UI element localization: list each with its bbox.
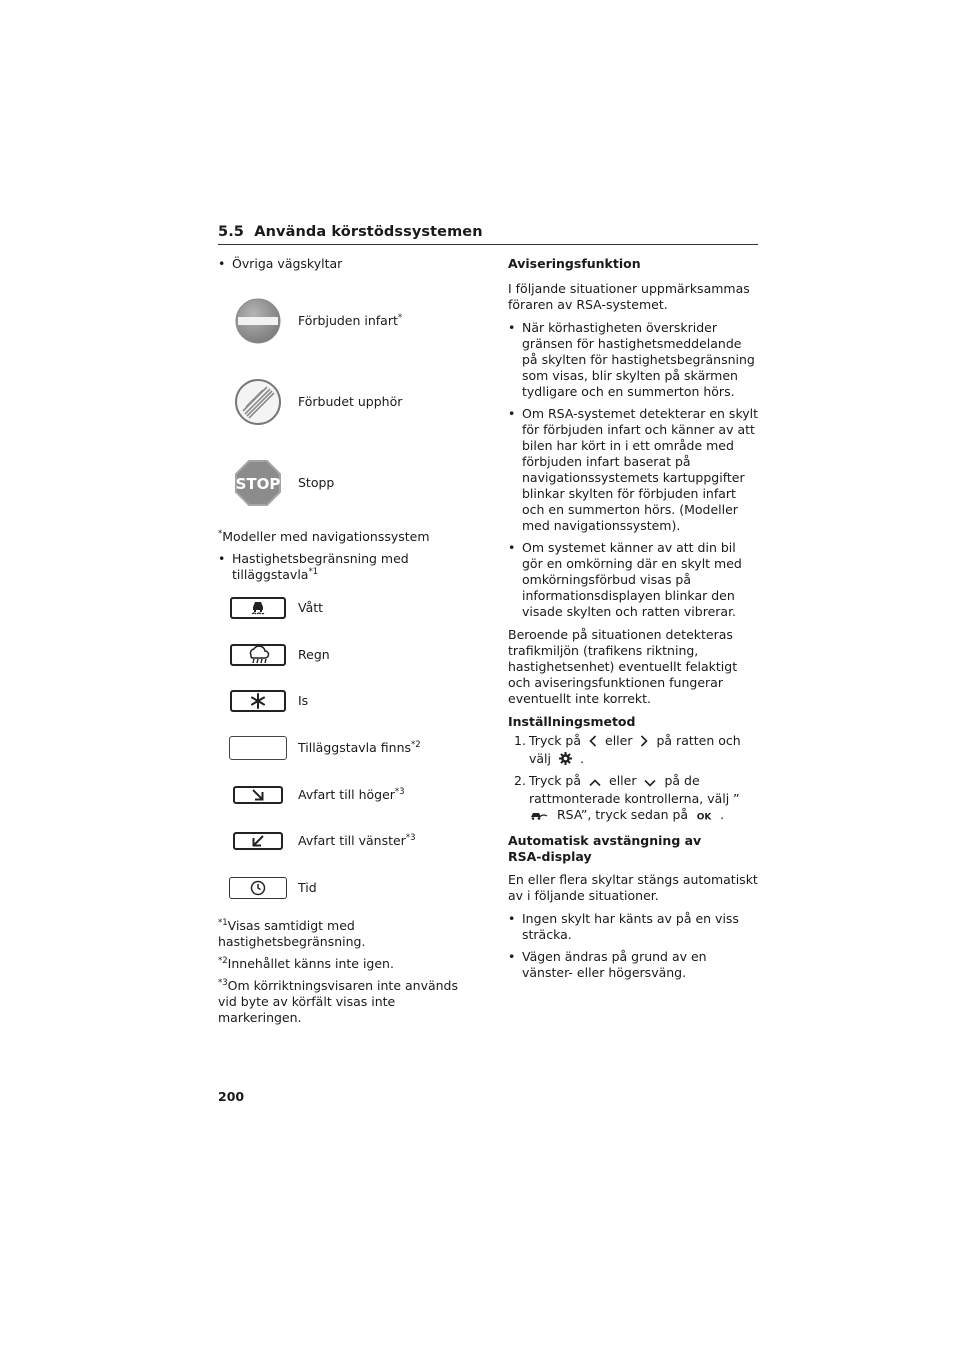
settings-step-2: 2. Tryck på eller på de rattmonterade kontrollerna, välj ” RSA”, tryck sedan på OK . (508, 773, 760, 825)
plate-label: Tilläggstavla finns$^{*2}$ (298, 739, 421, 756)
chevron-right-icon (640, 735, 648, 751)
header-rule (218, 244, 758, 245)
alert-bullet: • Om systemet känner av att din bil gör en omkörning där en skylt med omkörningsförbud visas på informationsdisplayen blinkar den visade skylten och ratten vibrerar. (508, 540, 742, 619)
sign-row-no-entry (218, 280, 480, 361)
alert-bullet: • Om RSA-systemet detekterar en skylt för förbjuden infart och känner av att bilen har kört in i ett område med förbjuden infart baserat på navigationssystemets kartuppgifter blinkar skylten för förbjuden infart och en summerton hörs. (Modeller med navigationssystem). (508, 406, 759, 533)
settings-heading: Inställningsmetod (508, 714, 636, 729)
svg-text:OK: OK (696, 812, 712, 821)
footnote: $^{*1}$Visas samtidigt med hastighetsbegränsning. (218, 918, 366, 950)
bullet-speed-limit: • Hastighetsbegränsning med tilläggstavla$^{*1}$ (218, 551, 409, 582)
auto-off-intro: En eller flera skyltar stängs automatiskt av i följande situationer. (508, 872, 758, 903)
alert-heading: Aviseringsfunktion (508, 256, 641, 271)
page-number: 200 (218, 1089, 245, 1104)
auto-off-bullet: • Ingen skylt har känts av på en viss sträcka. (508, 911, 739, 942)
no-entry-sign-icon (218, 297, 298, 345)
plate-row-wet (218, 585, 480, 632)
plate-row-time (218, 865, 480, 912)
plate-row-exit-left (218, 818, 480, 865)
settings-step-1: 1. Tryck på eller på ratten och välj . (508, 733, 760, 769)
chevron-down-icon (644, 775, 656, 791)
plate-label: Regn (298, 646, 330, 662)
right-column (508, 256, 760, 987)
sign-label: Förbudet upphör (298, 393, 403, 409)
footnote: $^{*3}$Om körriktningsvisaren inte används vid byte av körfält visas inte markeringen. (218, 978, 459, 1026)
sign-row-end-restriction (218, 361, 480, 442)
end-of-restriction-sign-icon (218, 378, 298, 426)
alert-note: Beroende på situationen detekteras trafikmiljön (trafikens riktning, hastighetsenhet) eventuellt felaktigt och aviseringsfunktionen fungerar eventuellt inte korrekt. (508, 627, 738, 706)
gear-icon (559, 752, 572, 769)
stop-sign-icon (218, 459, 298, 507)
arrow-down-left-icon (233, 832, 283, 850)
plate-row-rain (218, 632, 480, 679)
section-header (218, 224, 758, 245)
alert-bullet: • När körhastigheten överskrider gränsen för hastighetsmeddelande på skylten för hastighetsbegränsning som visas, blir skylten på skärmen tydligare och en summerton hörs. (508, 320, 755, 399)
section-title: 5.5 Använda körstödssystemen (218, 224, 483, 240)
arrow-down-right-icon (233, 786, 283, 804)
nav-model-note: *Modeller med navigationssystem (218, 528, 430, 544)
svg-text:STOP: STOP (235, 474, 281, 493)
wet-road-icon (230, 597, 286, 619)
driving-assist-car-icon (529, 809, 549, 825)
alert-intro: I följande situationer uppmärksammas föraren av RSA-systemet. (508, 281, 750, 312)
plate-label: Avfart till höger$^{*3}$ (298, 786, 405, 802)
plate-label: Vått (298, 600, 324, 616)
plate-row-ice (218, 678, 480, 725)
plate-label: Is (298, 693, 309, 709)
left-column (218, 256, 480, 1032)
sign-label: Förbjuden infart* (298, 312, 403, 328)
chevron-left-icon (589, 735, 597, 751)
rain-icon (230, 644, 286, 666)
bullet-other-signs: • Övriga vägskyltar (218, 256, 343, 271)
plate-label: Tid (298, 879, 317, 895)
plate-label: Avfart till vänster$^{*3}$ (298, 833, 416, 849)
auto-off-heading: Automatisk avstängning av RSA-display (508, 833, 702, 864)
plate-row-exit-right (218, 771, 480, 818)
footnote: $^{*2}$Innehållet känns inte igen. (218, 956, 394, 972)
auto-off-bullet: • Vägen ändras på grund av en vänster- eller högersväng. (508, 949, 707, 980)
sign-row-stop (218, 442, 480, 523)
ice-snowflake-icon (230, 690, 286, 712)
footnotes (218, 918, 480, 1026)
ok-button-icon (696, 809, 712, 825)
chevron-up-icon (589, 775, 601, 791)
sign-label: Stopp (298, 474, 335, 490)
blank-plate-icon (229, 736, 287, 760)
plate-row-additional (218, 725, 480, 772)
clock-icon (229, 877, 287, 899)
